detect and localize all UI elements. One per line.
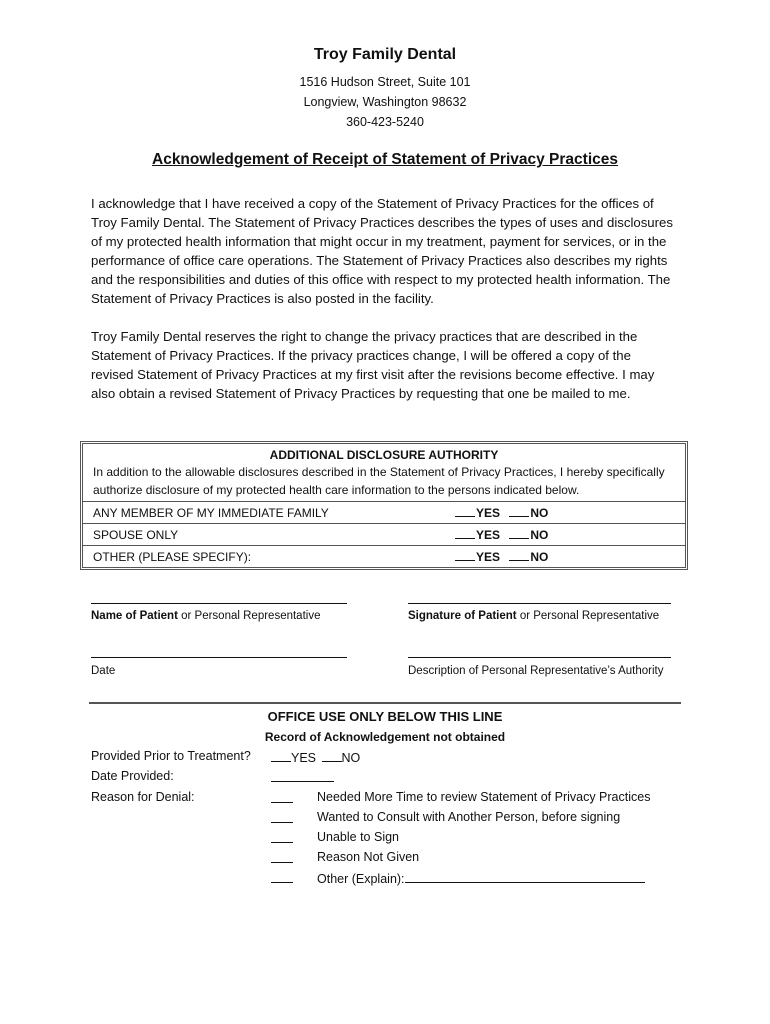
- yes-label: YES: [476, 506, 501, 520]
- reason-checkbox[interactable]: [271, 870, 293, 886]
- date-label: Date: [91, 665, 116, 677]
- office-use-divider: [89, 702, 681, 704]
- office-use-title: OFFICE USE ONLY BELOW THIS LINE: [267, 709, 503, 724]
- disclosure-authority-table: [80, 441, 688, 570]
- yes-label: YES: [476, 528, 501, 542]
- reason-option: Wanted to Consult with Another Person, before signing: [317, 810, 621, 824]
- patient-signature-label: Signature of Patient or Personal Representative: [408, 610, 660, 622]
- reason-checkbox[interactable]: [271, 790, 293, 806]
- disclosure-heading: ADDITIONAL DISCLOSURE AUTHORITY: [269, 447, 499, 462]
- yes-no-choice[interactable]: [445, 523, 685, 545]
- no-label: NO: [530, 550, 549, 564]
- provided-yes-blank[interactable]: [271, 749, 291, 762]
- phone-number: 360-423-5240: [346, 115, 424, 129]
- date-provided-label: Date Provided:: [91, 769, 174, 783]
- explain-blank[interactable]: [405, 870, 645, 883]
- acknowledgement-paragraph: I acknowledge that I have received a copy of the Statement of Privacy Practices for the offices of Troy Family Dental. The Statement of Privacy Practices describes the types of uses and disclosures of my protected health information that might occur in my treatment, payment for services, or in the performance of office care operations. The Statement of Privacy Practices also describes my rights and the responsibilities and duties of this office with respect to my protected health information. The Statement of Privacy Practices is also posted in the facility.: [91, 196, 673, 306]
- reason-option-other: Other (Explain):: [317, 870, 645, 886]
- patient-signature-line[interactable]: [408, 603, 671, 604]
- yes-blank[interactable]: [455, 505, 475, 517]
- no-label: NO: [530, 506, 549, 520]
- disclosure-row-label: OTHER (PLEASE SPECIFY):: [83, 545, 445, 567]
- reason-denial-label: Reason for Denial:: [91, 790, 195, 804]
- date-line[interactable]: [91, 657, 347, 658]
- authority-line[interactable]: [408, 657, 671, 658]
- reason-option: Unable to Sign: [317, 830, 400, 844]
- date-provided-blank[interactable]: [271, 769, 334, 785]
- disclosure-row: [83, 523, 685, 545]
- changes-paragraph: Troy Family Dental reserves the right to change the privacy practices that are described in the Statement of Privacy Practices. If the privacy practices change, I will be offered a copy of the revised Statement of Privacy Practices at my first visit after the revisions become effective. I may also obtain a revised Statement of Privacy Practices by requesting that one be mailed to me.: [91, 329, 655, 401]
- yes-no-choice[interactable]: [445, 545, 685, 567]
- letterhead: [0, 46, 770, 132]
- disclosure-row: [83, 545, 685, 567]
- provided-no-blank[interactable]: [322, 749, 342, 762]
- disclosure-row-label: ANY MEMBER OF MY IMMEDIATE FAMILY: [83, 501, 445, 523]
- address-line-2: Longview, Washington 98632: [303, 95, 467, 109]
- no-blank[interactable]: [509, 527, 529, 539]
- address-line-1: 1516 Hudson Street, Suite 101: [299, 75, 471, 89]
- reason-checkbox[interactable]: [271, 850, 293, 866]
- record-heading: Record of Acknowledgement not obtained: [264, 730, 506, 744]
- reason-checkbox[interactable]: [271, 830, 293, 846]
- authority-label: Description of Personal Representative’s Authority: [408, 665, 664, 677]
- patient-name-line[interactable]: [91, 603, 347, 604]
- practice-name: Troy Family Dental: [313, 46, 457, 63]
- yes-blank[interactable]: [455, 527, 475, 539]
- yes-no-choice[interactable]: [445, 501, 685, 523]
- provided-prior-label: Provided Prior to Treatment?: [91, 749, 251, 763]
- provided-yes-no[interactable]: YES NO: [271, 749, 360, 765]
- reason-checkbox[interactable]: [271, 810, 293, 826]
- yes-label: YES: [476, 550, 501, 564]
- no-blank[interactable]: [509, 505, 529, 517]
- disclosure-intro: In addition to the allowable disclosures described in the Statement of Privacy Practices, I hereby specifically authorize disclosure of my protected health care information to the persons indicated below.: [93, 465, 665, 497]
- yes-blank[interactable]: [455, 549, 475, 561]
- reason-option: Needed More Time to review Statement of Privacy Practices: [317, 790, 651, 804]
- reason-option: Reason Not Given: [317, 850, 420, 864]
- document-title: Acknowledgement of Receipt of Statement of Privacy Practices: [152, 151, 618, 168]
- no-blank[interactable]: [509, 549, 529, 561]
- patient-name-label: Name of Patient or Personal Representative: [91, 610, 321, 622]
- disclosure-row: [83, 501, 685, 523]
- no-label: NO: [530, 528, 549, 542]
- disclosure-row-label: SPOUSE ONLY: [83, 523, 445, 545]
